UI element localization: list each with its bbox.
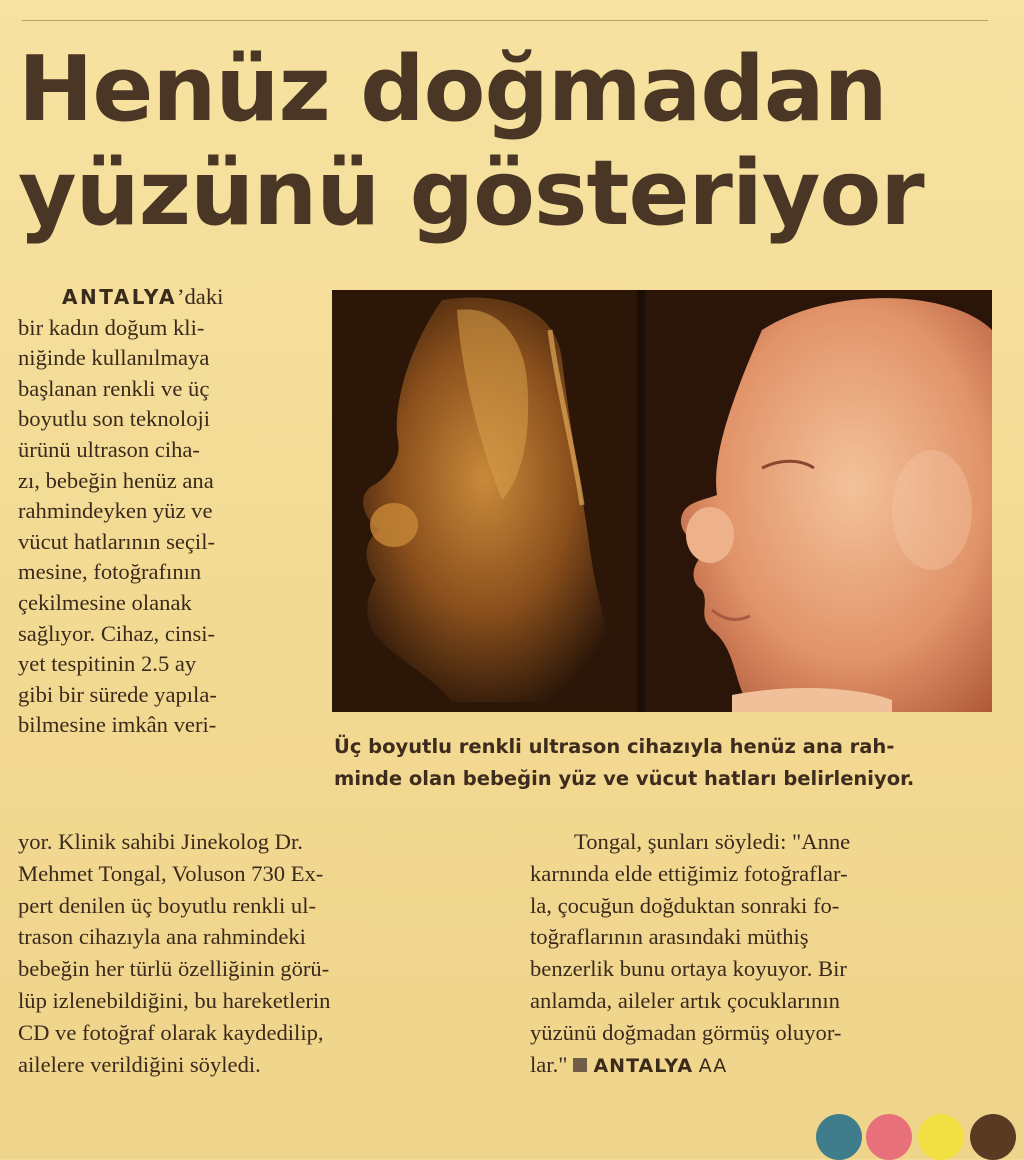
text-line: ailelere verildiğini söyledi. — [18, 1051, 261, 1077]
text-line: Tongal, şunları söyledi: "Anne — [574, 829, 851, 854]
signature-agency: AA — [698, 1054, 728, 1077]
swatch-dot-icon — [816, 1114, 862, 1160]
text-line: gibi bir sürede yapıla- — [18, 681, 217, 707]
headline-line-1: Henüz doğmadan — [18, 37, 887, 142]
text-line: mesine, fotoğrafının — [18, 559, 202, 585]
text-line: trason cihazıyla ana rahmindeki — [18, 924, 306, 950]
photo-illustration — [332, 290, 992, 712]
text-line: bilmesine imkân veri- — [18, 712, 217, 738]
swatch-dot-icon — [866, 1114, 912, 1160]
swatch-dot-icon — [918, 1114, 964, 1160]
photo-caption — [334, 731, 994, 795]
text-line: rahmindeyken yüz ve — [18, 498, 213, 524]
headline — [18, 38, 998, 246]
caption-line-2: minde olan bebeğin yüz ve vücut hatları belirleniyor. — [334, 767, 915, 790]
text-line: pert denilen üç boyutlu renkli ul- — [18, 892, 317, 918]
text-line: başlanan renkli ve üç — [18, 375, 210, 401]
body-column-right — [530, 826, 990, 1082]
text-line: karnında elde ettiğimiz fotoğraflar- — [530, 860, 848, 886]
text-line: yor. Klinik sahibi Jinekolog Dr. — [18, 829, 303, 854]
text-line: ürünü ultrason ciha- — [18, 436, 200, 462]
text-line: la, çocuğun doğduktan sonraki fo- — [530, 892, 840, 918]
top-rule — [22, 20, 988, 21]
caption-line-1: Üç boyutlu renkli ultrason cihazıyla henüz ana rah- — [334, 735, 895, 758]
ultrasound-3d-face — [332, 290, 637, 712]
text-line: CD ve fotoğraf olarak kaydedilip, — [18, 1019, 324, 1045]
text-line: ’daki — [176, 284, 224, 309]
text-line: çekilmesine olanak — [18, 589, 192, 615]
lead-column — [18, 282, 308, 741]
signature-place: ANTALYA — [593, 1054, 694, 1077]
text-line: zı, bebeğin henüz ana — [18, 467, 214, 493]
text-line: yet tespitinin 2.5 ay — [18, 651, 197, 677]
text-line: lüp izlenebildiğini, bu hareketlerin — [18, 987, 331, 1013]
color-registration-marks — [816, 1114, 1020, 1154]
text-line: benzerlik bunu ortaya koyuyor. Bir — [530, 956, 847, 982]
text-line: sağlıyor. Cihaz, cinsi- — [18, 620, 216, 646]
text-line: toğraflarının arasındaki müthiş — [530, 924, 809, 950]
body-column-left — [18, 826, 488, 1080]
text-line: bir kadın doğum kli- — [18, 314, 205, 340]
text-line: boyutlu son teknoloji — [18, 406, 211, 432]
text-line: Mehmet Tongal, Voluson 730 Ex- — [18, 860, 324, 886]
headline-line-2: yüzünü gösteriyor — [18, 141, 924, 246]
dateline: ANTALYA — [62, 285, 177, 309]
ultrasound-comparison-photo — [332, 290, 992, 712]
newborn-face — [645, 290, 992, 712]
text-line: lar." — [530, 1051, 568, 1077]
text-line: vücut hatlarının seçil- — [18, 528, 216, 554]
panel-divider — [637, 290, 645, 712]
swatch-dot-icon — [970, 1114, 1016, 1160]
text-line: yüzünü doğmadan görmüş oluyor- — [530, 1019, 842, 1045]
text-line: anlamda, aileler artık çocuklarının — [530, 987, 840, 1013]
signature-square-icon — [573, 1058, 587, 1072]
text-line: bebeğin her türlü özelliğinin görü- — [18, 956, 330, 982]
text-line: niğinde kullanılmaya — [18, 345, 210, 371]
